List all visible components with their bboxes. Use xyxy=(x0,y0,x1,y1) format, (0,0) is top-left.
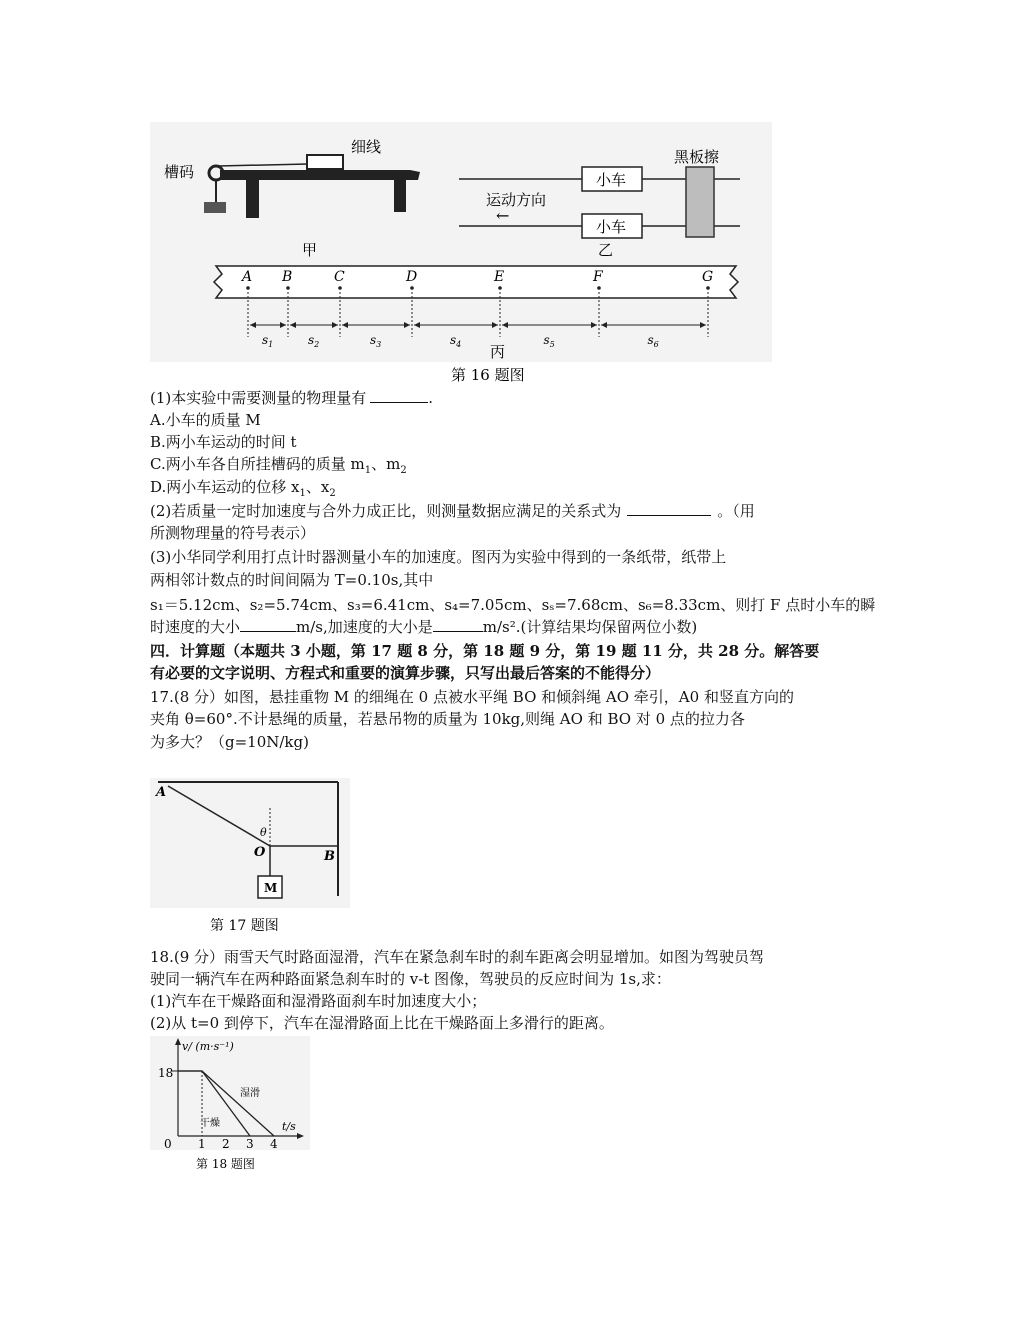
q16-part1: (1)本实验中需要测量的物理量有 . xyxy=(150,389,434,407)
segment-label-s3: $s_3$ xyxy=(370,333,382,349)
q18-line3: (1)汽车在干燥路面和湿滑路面刹车时加速度大小； xyxy=(150,992,487,1010)
tape-point-E: E xyxy=(494,269,505,285)
q17-line3: 为多大？（g=10N/kg) xyxy=(150,733,309,751)
q17-line2: 夹角 θ=60°.不计悬绳的质量，若悬吊物的质量为 10kg,则绳 AO 和 BO 对 0 点的拉力各 xyxy=(150,710,745,728)
option-a: A.小车的质量 M xyxy=(150,411,261,429)
label-car-bottom: 小车 xyxy=(596,218,627,236)
fig17-label-O: O xyxy=(254,845,266,860)
tape-dot-D xyxy=(410,286,414,290)
segment-label-s2: $s_2$ xyxy=(308,333,320,349)
tape-point-G: G xyxy=(702,269,714,285)
q16-part2a: (2)若质量一定时加速度与合外力成正比，则测量数据应满足的关系式为 。（用 xyxy=(150,502,755,520)
label-eraser: 黑板擦 xyxy=(674,148,720,166)
q16-part2b: 所测物理量的符号表示） xyxy=(150,524,316,542)
q16-part3d: 时速度的大小 m/s,加速度的大小是 m/s².(计算结果均保留两位小数) xyxy=(150,618,698,636)
label-bing: 丙 xyxy=(490,343,506,361)
tape-dot-F xyxy=(597,286,601,290)
q18-line4: (2)从 t=0 到停下，汽车在湿滑路面上比在干燥路面上多滑行的距离。 xyxy=(150,1014,614,1032)
q18-line1: 18.(9 分）雨雪天气时路面湿滑，汽车在紧急刹车时的刹车距离会明显增加。如图为驾驶员驾 xyxy=(150,948,765,966)
q16-part3b: 两相邻计数点的时间间隔为 T=0.10s,其中 xyxy=(150,571,434,589)
tape-dot-B xyxy=(286,286,290,290)
segment-label-s6: $s_6$ xyxy=(647,333,659,349)
figure-18-vt-chart xyxy=(150,1036,310,1176)
y-tick-18: 18 xyxy=(158,1066,174,1080)
fig17-label-theta: θ xyxy=(260,826,267,839)
figure-18-caption: 第 18 题图 xyxy=(196,1157,255,1171)
segment-label-s1: $s_1$ xyxy=(262,333,274,349)
q18-line2: 驶同一辆汽车在两种路面紧急刹车时的 v-t 图像，驾驶员的反应时间为 1s,求： xyxy=(150,970,671,988)
tape-point-C: C xyxy=(334,269,345,285)
option-b: B.两小车运动的时间 t xyxy=(150,433,297,451)
section-4-instructions: 有必要的文字说明、方程式和重要的演算步骤，只写出最后答案的不能得分） xyxy=(150,664,661,682)
figure-16-caption: 第 16 题图 xyxy=(451,366,525,384)
section-4-heading: 四．计算题（本题共 3 小题，第 17 题 8 分，第 18 题 9 分，第 19 题 11 分，共 28 分。解答要 xyxy=(150,642,820,660)
origin-label: 0 xyxy=(164,1137,172,1151)
segment-label-s5: $s_5$ xyxy=(543,333,555,349)
figure-17-caption: 第 17 题图 xyxy=(210,918,279,934)
label-jia: 甲 xyxy=(302,241,318,259)
figure-17 xyxy=(150,778,350,938)
answer-blank-4[interactable] xyxy=(433,617,483,632)
x-tick-3: 3 xyxy=(246,1137,254,1151)
option-c: C.两小车各自所挂槽码的质量 $m_1$、$m_2$ xyxy=(150,455,407,476)
tape-dot-A xyxy=(246,286,250,290)
tape-point-F: F xyxy=(593,269,603,285)
fig17-label-B: B xyxy=(324,849,335,864)
segment-label-s4: $s_4$ xyxy=(450,333,462,349)
label-direction: 运动方向 xyxy=(486,191,547,209)
q16-part3c: s₁＝5.12cm、s₂=5.74cm、s₃=6.41cm、s₄=7.05cm、sₛ=7.68cm、s₆=8.33cm、则打 F 点时小车的瞬 xyxy=(150,596,876,614)
label-weight: 槽码 xyxy=(164,163,195,181)
tape-point-D: D xyxy=(406,269,418,285)
x-tick-4: 4 xyxy=(270,1137,278,1151)
option-d: D.两小车运动的位移 $x_1$、$x_2$ xyxy=(150,478,336,499)
tape-dot-C xyxy=(338,286,342,290)
label-thread: 细线 xyxy=(351,138,382,156)
y-axis-label: v/ (m·s⁻¹) xyxy=(182,1040,234,1053)
figure-16 xyxy=(150,122,772,384)
label-car-top: 小车 xyxy=(596,171,627,189)
fig17-label-M: M xyxy=(264,881,278,895)
answer-blank-3[interactable] xyxy=(240,617,296,632)
q17-line1: 17.(8 分）如图，悬挂重物 M 的细绳在 0 点被水平绳 BO 和倾斜绳 AO 牵引，A0 和竖直方向的 xyxy=(150,688,794,706)
direction-arrow: ← xyxy=(496,206,510,225)
fig17-label-A: A xyxy=(156,785,167,800)
q16-part3a: (3)小华同学利用打点计时器测量小车的加速度。图丙为实验中得到的一条纸带，纸带上 xyxy=(150,548,727,566)
answer-blank-2[interactable] xyxy=(627,501,711,516)
tape-point-B: B xyxy=(282,269,293,285)
x-axis-label: t/s xyxy=(282,1120,296,1133)
series-label-wet: 湿滑 xyxy=(240,1088,260,1099)
label-yi: 乙 xyxy=(598,241,614,259)
tape-dot-G xyxy=(706,286,710,290)
x-tick-2: 2 xyxy=(222,1137,230,1151)
series-label-dry: 干燥 xyxy=(200,1118,220,1129)
answer-blank-1[interactable] xyxy=(370,388,428,403)
tape-point-A: A xyxy=(242,269,253,285)
x-tick-1: 1 xyxy=(198,1137,206,1151)
tape-dot-E xyxy=(498,286,502,290)
